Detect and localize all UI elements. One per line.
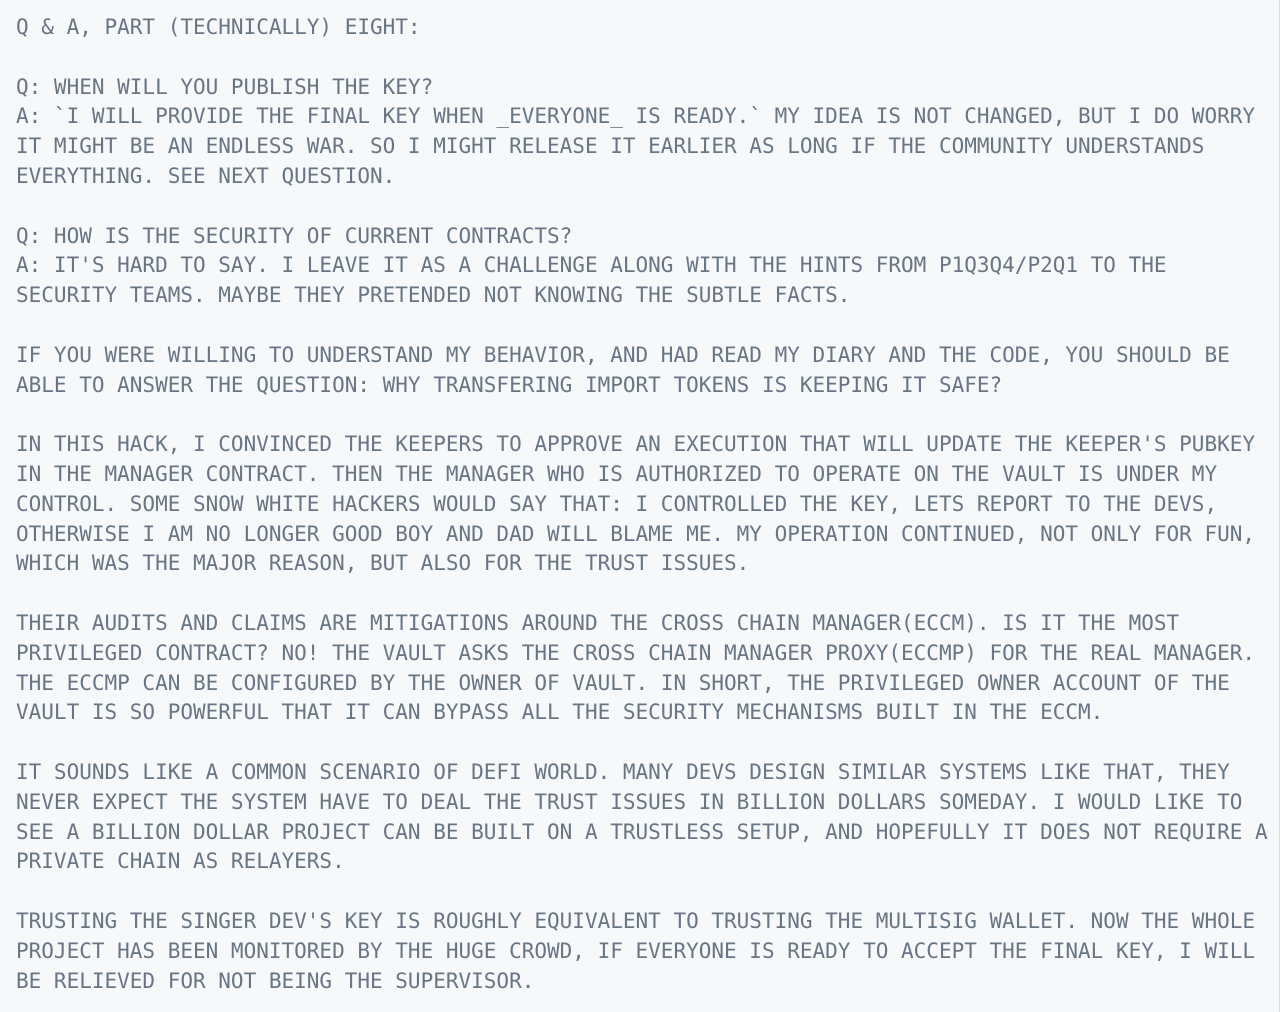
blank-line <box>16 877 1263 907</box>
paragraph-line: PROJECT HAS BEEN MONITORED BY THE HUGE CROWD, IF EVERYONE IS READY TO ACCEPT THE FINAL KEY, I WILL <box>16 938 1256 963</box>
blank-line <box>16 43 1263 73</box>
answer-line: A: IT'S HARD TO SAY. I LEAVE IT AS A CHALLENGE ALONG WITH THE HINTS FROM P1Q3Q4/P2Q1 TO THE <box>16 253 1167 278</box>
paragraph-line: OTHERWISE I AM NO LONGER GOOD BOY AND DAD WILL BLAME ME. MY OPERATION CONTINUED, NOT ONLY FOR FUN, <box>16 521 1256 546</box>
paragraph-line: PRIVILEGED CONTRACT? NO! THE VAULT ASKS THE CROSS CHAIN MANAGER PROXY(ECCMP) FOR THE REAL MANAGER. <box>16 640 1256 665</box>
paragraph-line: BE RELIEVED FOR NOT BEING THE SUPERVISOR. <box>16 968 535 993</box>
paragraph-line: PRIVATE CHAIN AS RELAYERS. <box>16 849 345 874</box>
paragraph-line: THEIR AUDITS AND CLAIMS ARE MITIGATIONS AROUND THE CROSS CHAIN MANAGER(ECCM). IS IT THE MOST <box>16 610 1180 635</box>
paragraph-line: ABLE TO ANSWER THE QUESTION: WHY TRANSFERING IMPORT TOKENS IS KEEPING IT SAFE? <box>16 372 1003 397</box>
paragraph-line: THE ECCMP CAN BE CONFIGURED BY THE OWNER OF VAULT. IN SHORT, THE PRIVILEGED OWNER ACCOUNT OF THE <box>16 670 1230 695</box>
answer-line: A: `I WILL PROVIDE THE FINAL KEY WHEN _EVERYONE_ IS READY.` MY IDEA IS NOT CHANGED, BUT I DO WORRY <box>16 104 1256 129</box>
answer-line: IT MIGHT BE AN ENDLESS WAR. SO I MIGHT RELEASE IT EARLIER AS LONG IF THE COMMUNITY UNDERSTANDS <box>16 134 1205 159</box>
blank-line <box>16 400 1263 430</box>
paragraph-line: IF YOU WERE WILLING TO UNDERSTAND MY BEHAVIOR, AND HAD READ MY DIARY AND THE CODE, YOU SHOULD BE <box>16 342 1230 367</box>
paragraph-line: WHICH WAS THE MAJOR REASON, BUT ALSO FOR THE TRUST ISSUES. <box>16 551 750 576</box>
blank-line <box>16 579 1263 609</box>
blank-line <box>16 311 1263 341</box>
blank-line <box>16 192 1263 222</box>
paragraph-line: IN THIS HACK, I CONVINCED THE KEEPERS TO APPROVE AN EXECUTION THAT WILL UPDATE THE KEEPER'S PUBKEY <box>16 432 1256 457</box>
answer-line: SECURITY TEAMS. MAYBE THEY PRETENDED NOT KNOWING THE SUBTLE FACTS. <box>16 283 851 308</box>
question-line: Q: HOW IS THE SECURITY OF CURRENT CONTRACTS? <box>16 223 573 248</box>
paragraph-line: IN THE MANAGER CONTRACT. THEN THE MANAGER WHO IS AUTHORIZED TO OPERATE ON THE VAULT IS UNDER MY <box>16 461 1218 486</box>
title-line: Q & A, PART (TECHNICALLY) EIGHT: <box>16 15 421 39</box>
paragraph-line: IT SOUNDS LIKE A COMMON SCENARIO OF DEFI WORLD. MANY DEVS DESIGN SIMILAR SYSTEMS LIKE THAT, THEY <box>16 759 1230 784</box>
paragraph-line: NEVER EXPECT THE SYSTEM HAVE TO DEAL THE TRUST ISSUES IN BILLION DOLLARS SOMEDAY. I WOULD LIKE TO <box>16 789 1243 814</box>
paragraph-line: VAULT IS SO POWERFUL THAT IT CAN BYPASS ALL THE SECURITY MECHANISMS BUILT IN THE ECCM. <box>16 700 1104 725</box>
blank-line <box>16 728 1263 758</box>
answer-line: EVERYTHING. SEE NEXT QUESTION. <box>16 163 396 188</box>
paragraph-line: CONTROL. SOME SNOW WHITE HACKERS WOULD SAY THAT: I CONTROLLED THE KEY, LETS REPORT TO THE DEVS, <box>16 491 1218 516</box>
paragraph-line: SEE A BILLION DOLLAR PROJECT CAN BE BUILT ON A TRUSTLESS SETUP, AND HOPEFULLY IT DOES NOT REQUIRE A <box>16 819 1268 844</box>
question-line: Q: WHEN WILL YOU PUBLISH THE KEY? <box>16 74 434 99</box>
paragraph-line: TRUSTING THE SINGER DEV'S KEY IS ROUGHLY EQUIVALENT TO TRUSTING THE MULTISIG WALLET. NOW THE WHOLE <box>16 908 1256 933</box>
